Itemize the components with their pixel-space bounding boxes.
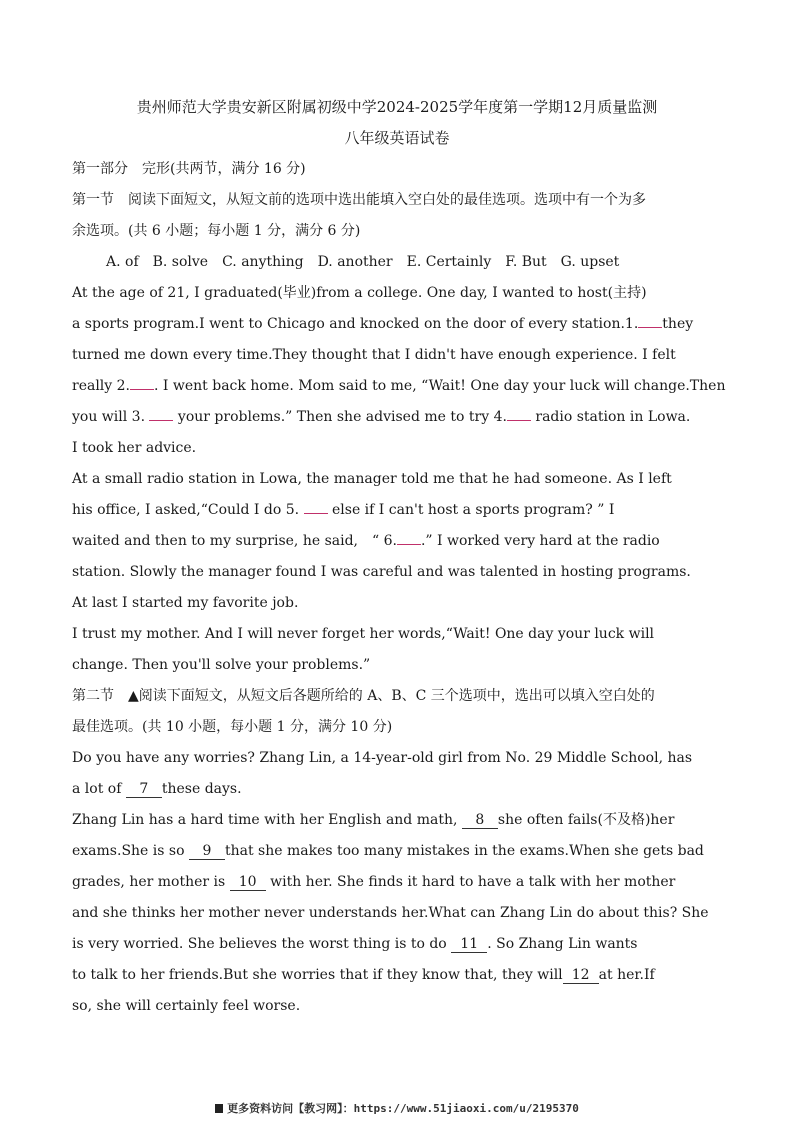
blank-6[interactable] xyxy=(397,530,421,545)
passage3-line: I trust my mother. And I will never forget her words,“Wait! One day your luck will xyxy=(72,626,655,642)
flag-icon xyxy=(215,1104,223,1113)
text-span: she often fails(不及格)her xyxy=(497,812,675,828)
text-span: really 2. xyxy=(72,378,130,394)
blank-7[interactable]: 7 xyxy=(126,781,162,798)
text-span: a lot of xyxy=(72,781,126,797)
passage1-line: turned me down every time.They thought that I didn't have enough experience. I felt xyxy=(72,347,676,363)
section1-instruction-2: 余选项。(共 6 小题；每小题 1 分，满分 6 分) xyxy=(72,223,361,239)
blank-1[interactable] xyxy=(638,313,662,328)
passage2-line xyxy=(72,495,722,526)
text-span: grades, her mother is xyxy=(72,874,230,890)
exam-title: 贵州师范大学贵安新区附属初级中学2024-2025学年度第一学期12月质量监测 xyxy=(136,98,658,116)
passage1-line xyxy=(72,371,726,402)
passage2-line: At last I started my favorite job. xyxy=(72,595,299,611)
text-span: that she makes too many mistakes in the exams.When she gets bad xyxy=(224,843,704,859)
passage4-line xyxy=(72,774,722,805)
text-span: these days. xyxy=(161,781,242,797)
text-span: with her. She finds it hard to have a talk with her mother xyxy=(265,874,676,890)
text-span: a sports program.I went to Chicago and knocked on the door of every station.1. xyxy=(72,316,639,332)
passage1-line xyxy=(72,402,722,433)
blank-8[interactable]: 8 xyxy=(462,812,498,829)
blank-4[interactable] xyxy=(507,406,531,421)
exam-page xyxy=(72,92,726,1022)
passage1-line: I took her advice. xyxy=(72,440,197,456)
passage2-line xyxy=(72,526,722,557)
blank-10[interactable]: 10 xyxy=(230,874,266,891)
passage5-line: so, she will certainly feel worse. xyxy=(72,998,301,1014)
text-span: waited and then to my surprise, he said, “ 6. xyxy=(72,533,397,549)
text-span: you will 3. xyxy=(72,409,146,425)
section1-instruction-1: 第一节 阅读下面短文，从短文前的选项中选出能填入空白处的最佳选项。选项中有一个为多 xyxy=(72,192,646,208)
blank-12[interactable]: 12 xyxy=(563,967,599,984)
text-span: at her.If xyxy=(598,967,655,983)
text-span: . I went back home. Mom said to me, “Wait! One day your luck will change.Then xyxy=(154,378,726,394)
blank-5[interactable] xyxy=(304,499,328,514)
section2-instruction-2: 最佳选项。(共 10 小题，每小题 1 分，满分 10 分) xyxy=(72,719,393,735)
passage2-line: At a small radio station in Lowa, the manager told me that he had someone. As I left xyxy=(72,471,672,487)
text-span: else if I can't host a sports program? ” I xyxy=(327,502,615,518)
blank-9[interactable]: 9 xyxy=(189,843,225,860)
text-span: .” I worked very hard at the radio xyxy=(420,533,660,549)
passage3-line: change. Then you'll solve your problems.” xyxy=(72,657,371,673)
passage5-line xyxy=(72,805,722,836)
text-span: to talk to her friends.But she worries that if they know that, they will xyxy=(72,967,563,983)
passage2-line: station. Slowly the manager found I was careful and was talented in hosting programs. xyxy=(72,564,691,580)
part1-heading: 第一部分 完形(共两节，满分 16 分) xyxy=(72,161,306,177)
blank-3[interactable] xyxy=(149,406,173,421)
text-span: they xyxy=(662,316,694,332)
blank-2[interactable] xyxy=(130,375,154,390)
passage5-line xyxy=(72,836,722,867)
section2-instruction-1: 第二节 ▲阅读下面短文，从短文后各题所给的 A、B、C 三个选项中，选出可以填入空白处的 xyxy=(72,688,655,704)
text-span: is very worried. She believes the worst thing is to do xyxy=(72,936,452,952)
passage1-line xyxy=(72,309,722,340)
footer-link[interactable]: 更多资料访问【教习网】：https://www.51jiaoxi.com/u/2195370 xyxy=(227,1102,579,1115)
passage5-line xyxy=(72,960,722,991)
text-span: radio station in Lowa. xyxy=(530,409,691,425)
text-span: his office, I asked,“Could I do 5. xyxy=(72,502,300,518)
passage4-line: Do you have any worries? Zhang Lin, a 14-year-old girl from No. 29 Middle School, has xyxy=(72,750,693,766)
passage5-line xyxy=(72,867,722,898)
passage1-line: At the age of 21, I graduated(毕业)from a college. One day, I wanted to host(主持) xyxy=(72,285,647,301)
text-span: exams.She is so xyxy=(72,843,189,859)
exam-subtitle: 八年级英语试卷 xyxy=(344,129,450,147)
passage5-line: and she thinks her mother never understands her.What can Zhang Lin do about this? She xyxy=(72,905,709,921)
blank-11[interactable]: 11 xyxy=(451,936,487,953)
passage5-line xyxy=(72,929,722,960)
text-span: Zhang Lin has a hard time with her English and math, xyxy=(72,812,462,828)
text-span: . So Zhang Lin wants xyxy=(487,936,638,952)
text-span: your problems.” Then she advised me to try 4. xyxy=(173,409,507,425)
footer xyxy=(0,1100,794,1116)
option-list: A. of B. solve C. anything D. another E. Certainly F. But G. upset xyxy=(106,254,620,270)
